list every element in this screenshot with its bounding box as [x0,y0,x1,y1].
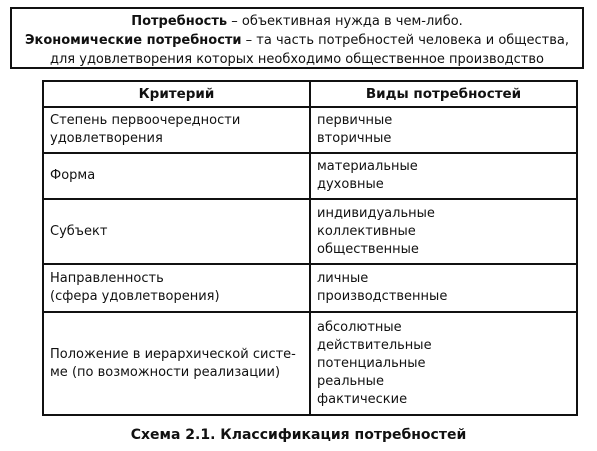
definition-box [10,7,584,69]
economic-needs-term: Экономические потребности [24,33,242,48]
criterion-cell: Направленность (сфера удовлетворения) [43,264,310,312]
classification-table-wrapper [42,80,576,416]
table-row [43,199,577,264]
need-text: – объективная нужда в чем-либо. [227,14,463,29]
economic-needs-text: – та часть потребностей человека и общества, [241,33,570,48]
table-row [43,107,577,153]
header-need-types: Виды потребностей [310,81,577,107]
need-definition [12,12,582,31]
criterion-cell: Форма [43,153,310,199]
types-cell: материальные духовные [310,153,577,199]
header-criterion: Критерий [43,81,310,107]
table-header-row [43,81,577,107]
figure-caption: Схема 2.1. Классификация потребностей [130,427,467,443]
need-term: Потребность [131,14,228,29]
table-row [43,153,577,199]
types-cell: личные производственные [310,264,577,312]
types-cell: абсолютные действительные потенциальные реальные фактические [310,312,577,415]
types-cell: индивидуальные коллективные общественные [310,199,577,264]
classification-table [42,80,578,416]
criterion-cell: Субъект [43,199,310,264]
criterion-cell: Положение в иерархической систе- ме (по возможности реализации) [43,312,310,415]
table-row [43,264,577,312]
economic-needs-definition [12,31,582,50]
criterion-cell: Степень первоочередности удовлетворения [43,107,310,153]
economic-needs-text-continued: для удовлетворения которых необходимо общественное производство [50,52,544,67]
table-row [43,312,577,415]
types-cell: первичные вторичные [310,107,577,153]
